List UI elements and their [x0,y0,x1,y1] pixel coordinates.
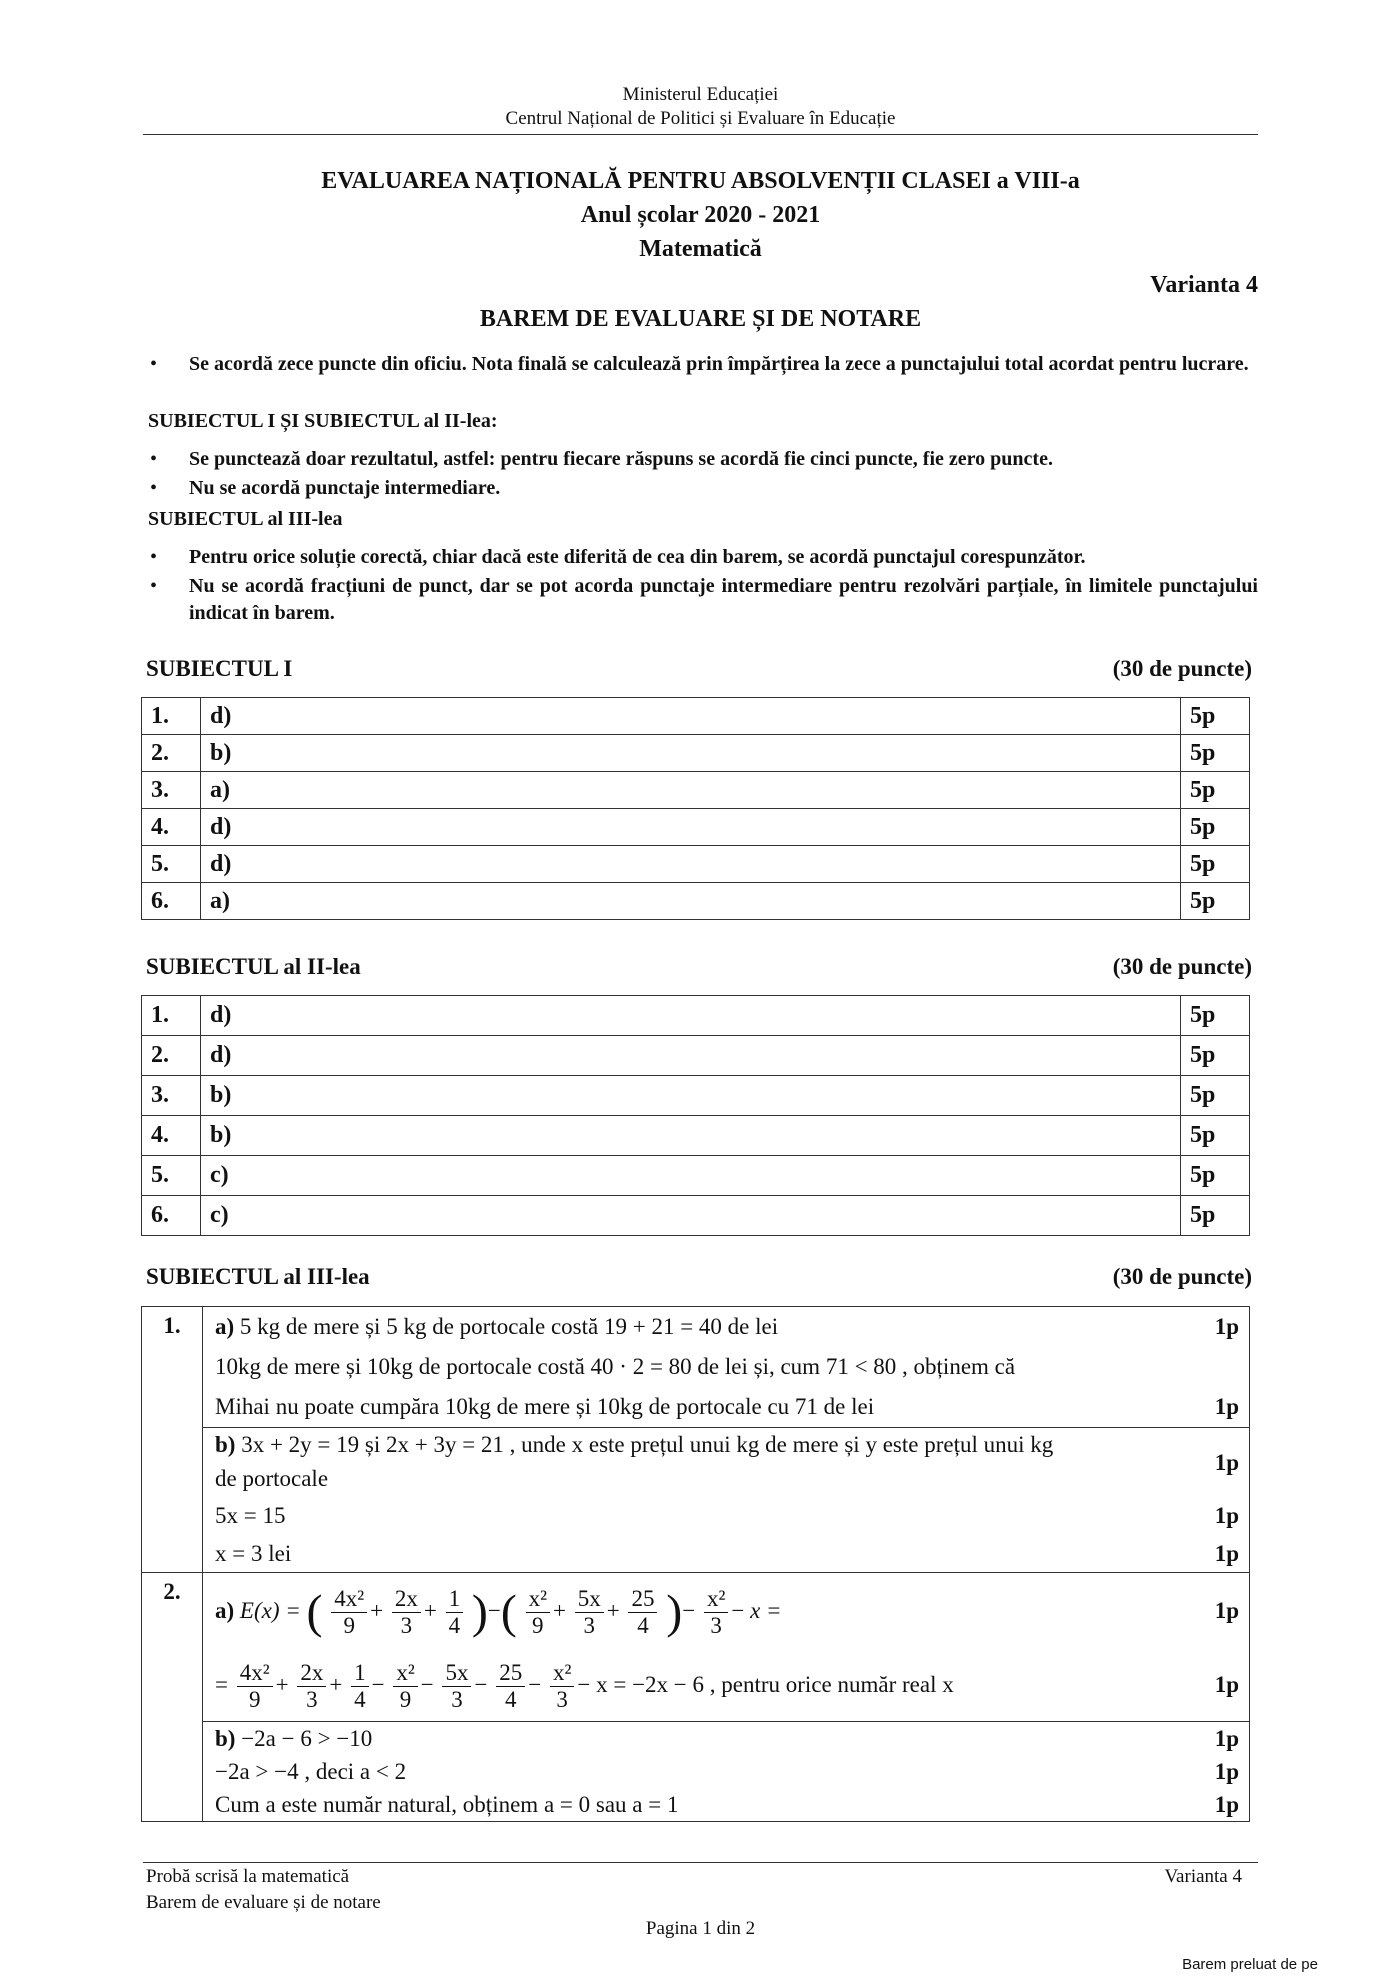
fraction: $\frac{2x}{3}$ [392,1586,421,1639]
general-rule: • Se acordă zece puncte din oficiu. Nota finală se calculează prin împărțirea la zece a punctajului total acordat pentru lucrare. [150,351,1258,378]
rule-iii-1: • Pentru orice soluție corectă, chiar dacă este diferită de cea din barem, se acordă punctajul corespunzător. [150,544,1258,571]
bullet-icon: • [150,575,158,597]
formula-lhs: E(x) = [239,1598,301,1623]
line-text: x = 3 lei [215,1541,292,1566]
subject3-title: SUBIECTUL al III-lea [146,1264,370,1289]
school-year: Anul școlar 2020 - 2021 [580,202,821,228]
subject2-table [141,995,1250,1236]
row-answer: b) [201,1076,1181,1116]
row-answer: d) [201,698,1181,735]
part-label: a) [215,1314,235,1339]
problem-2-content [203,1573,1250,1822]
bullet-icon: • [150,353,158,375]
table-row [142,883,1250,920]
row-answer: a) [201,883,1181,920]
line-points: 1p [1214,1726,1239,1751]
table-row [142,846,1250,883]
row-answer: d) [201,846,1181,883]
line [203,1450,1249,1496]
fraction: $\frac{\text{x²}}{3}$ [550,1660,574,1713]
subject1-title: SUBIECTUL I [146,656,293,681]
paren-close: ) [471,1585,488,1639]
row-points: 5p [1181,996,1250,1036]
problem-2-row [142,1573,1250,1822]
row-number: 3. [142,1076,201,1116]
rule-i-ii-2: • Nu se acordă punctaje intermediare. [150,475,1258,502]
subject2-points: (30 de puncte) [1112,954,1252,979]
row-answer: d) [201,809,1181,846]
fraction: $\frac{1}{4}$ [351,1660,369,1713]
header-divider [143,134,1258,135]
fraction: $\frac{\text{x²}}{9}$ [393,1660,417,1713]
paren-open: ( [306,1585,323,1639]
ministry-name: Ministerul Educației [622,84,779,105]
line-points: 1p [1214,1450,1239,1475]
row-points: 5p [1181,1036,1250,1076]
subject1-table [141,697,1250,920]
line-points: 1p [1214,1672,1239,1697]
row-answer: c) [201,1196,1181,1236]
footer-left-1: Probă scrisă la matematică [146,1866,350,1887]
row-number: 1. [142,996,201,1036]
row-points: 5p [1181,1196,1250,1236]
row-points: 5p [1181,809,1250,846]
line [203,1307,1249,1347]
row-number: 4. [142,1116,201,1156]
table-row [142,809,1250,846]
row-answer: d) [201,996,1181,1036]
row-points: 5p [1181,735,1250,772]
rule-iii-2: • Nu se acordă fracțiuni de punct, dar se pot acorda punctaje intermediare pentru rezolvări parțiale, în limitele punctajului indicat în barem. [150,575,1258,624]
line-points: 1p [1214,1394,1239,1419]
barem-title: BAREM DE EVALUARE ȘI DE NOTARE [479,306,922,332]
part-label: b) [215,1726,236,1751]
part-label: b) [215,1432,236,1457]
formula-tail: x = [750,1598,782,1623]
page-header [143,83,1258,131]
paren-open: ( [500,1585,517,1639]
rules-i-ii-heading: SUBIECTUL I ȘI SUBIECTUL al II-lea: [148,410,498,432]
line-points: 1p [1214,1759,1239,1784]
bullet-icon: • [150,477,158,499]
paren-close: ) [666,1585,683,1639]
fraction: $\frac{\text{4x²}}{9}$ [237,1660,273,1713]
table-row [142,1036,1250,1076]
row-answer: c) [201,1156,1181,1196]
row-points: 5p [1181,1116,1250,1156]
formula-eq: = [215,1672,228,1697]
row-points: 5p [1181,1076,1250,1116]
line-text: −2a > −4 , deci a < 2 [215,1759,407,1784]
row-answer: a) [201,772,1181,809]
row-points: 5p [1181,883,1250,920]
row-number: 5. [142,1156,201,1196]
page-number: Pagina 1 din 2 [645,1918,756,1939]
fraction: $\frac{2x}{3}$ [297,1660,326,1713]
row-points: 5p [1181,698,1250,735]
row-points: 5p [1181,846,1250,883]
subject1-points: (30 de puncte) [1112,656,1252,681]
problem-number: 2. [142,1573,203,1822]
formula-result: x = −2x − 6 , pentru orice număr real x [596,1672,954,1697]
part-label: a) [215,1598,235,1623]
line-points: 1p [1214,1503,1239,1528]
row-number: 1. [142,698,201,735]
line [203,1788,1249,1821]
fraction: $\frac{\text{4x²}}{9}$ [331,1586,367,1639]
fraction: $\frac{25}{4}$ [496,1660,525,1713]
line [203,1755,1249,1788]
center-name: Centrul Național de Politici și Evaluare în Educație [505,108,896,129]
row-number: 6. [142,1196,201,1236]
line [203,1387,1249,1427]
line-text: 5 kg de mere și 5 kg de portocale costă 19 + 21 = 40 de lei [239,1314,779,1339]
bullet-icon: • [150,448,158,470]
row-number: 2. [142,735,201,772]
line [203,1722,1249,1755]
fraction: $\frac{\text{x²}}{3}$ [704,1586,728,1639]
table-row [142,1116,1250,1156]
table-row [142,698,1250,735]
subject2-title: SUBIECTUL al II-lea [146,954,361,979]
row-number: 6. [142,883,201,920]
footer-left-2: Barem de evaluare și de notare [146,1892,381,1913]
footer-variant: Varianta 4 [1164,1866,1242,1887]
line-points: 1p [1214,1792,1239,1817]
line-text: 5x = 15 [215,1503,286,1528]
row-answer: d) [201,1036,1181,1076]
table-row [142,1076,1250,1116]
problem-1-row [142,1307,1250,1573]
row-answer: b) [201,1116,1181,1156]
table-row [142,1156,1250,1196]
row-answer: b) [201,735,1181,772]
row-number: 2. [142,1036,201,1076]
formula-line-1: a) E(x) = ( $\frac{\text{4x²}}{9}$ + $\frac{2x}{3}$ + $\frac{1}{4}$ )−( $\frac{\text{x²}}{9}$ + $\frac{5x}{3}$ + $\frac{25}{4}$ )− $\frac{\text{x²}}{3}$ − x = 1p [203,1573,1249,1649]
subject3-points: (30 de puncte) [1112,1264,1252,1289]
source-note: Barem preluat de pe [1182,1956,1318,1973]
fraction: $\frac{5x}{3}$ [442,1660,471,1713]
table-row [142,772,1250,809]
problem-number: 1. [142,1307,203,1573]
footer-divider [143,1862,1258,1863]
line-text: 3x + 2y = 19 și 2x + 3y = 21 , unde x este prețul unui kg de mere și y este prețul unui kg [241,1432,1054,1457]
line-points: 1p [1214,1314,1239,1339]
fraction: $\frac{\text{x²}}{9}$ [526,1586,550,1639]
line-text: Cum a este număr natural, obținem a = 0 sau a = 1 [215,1792,679,1817]
table-row [142,735,1250,772]
line-text: −2a − 6 > −10 [241,1726,373,1751]
table-row [142,996,1250,1036]
fraction: $\frac{5x}{3}$ [575,1586,604,1639]
row-number: 3. [142,772,201,809]
line-text: Mihai nu poate cumpăra 10kg de mere și 10kg de portocale cu 71 de lei [215,1394,875,1419]
fraction: $\frac{1}{4}$ [446,1586,464,1639]
line-points: 1p [1214,1541,1239,1566]
problem-1-content [203,1307,1250,1573]
line [203,1428,1249,1462]
row-number: 5. [142,846,201,883]
line-text: 10kg de mere și 10kg de portocale costă 40 · 2 = 80 de lei și, cum 71 < 80 , obținem că [215,1354,1016,1379]
formula-line-2: = $\frac{\text{4x²}}{9}$ + $\frac{2x}{3}$ + $\frac{1}{4}$ − $\frac{\text{x²}}{9}$ − $\frac{5x}{3}$ − $\frac{25}{4}$ − $\frac{\text{x²}}{3}$ − x = −2x − 6 , pentru orice număr real x 1p [203,1649,1249,1721]
line-points: 1p [1214,1598,1239,1623]
rules-iii-heading: SUBIECTUL al III-lea [148,508,343,530]
row-number: 4. [142,809,201,846]
exam-title: EVALUAREA NAȚIONALĂ PENTRU ABSOLVENȚII CLASEI a VIII-a [321,168,1080,194]
line [203,1496,1249,1536]
rule-i-ii-1: • Se punctează doar rezultatul, astfel: pentru fiecare răspuns se acordă fie cinci puncte, fie zero puncte. [150,446,1258,473]
subject3-table [141,1306,1250,1822]
variant-label: Varianta 4 [1150,272,1258,298]
table-row [142,1196,1250,1236]
line-text: de portocale [215,1466,329,1491]
bullet-icon: • [150,546,158,568]
subject-name: Matematică [639,236,762,262]
line [203,1347,1249,1387]
row-points: 5p [1181,1156,1250,1196]
line [203,1536,1249,1572]
row-points: 5p [1181,772,1250,809]
fraction: $\frac{25}{4}$ [628,1586,657,1639]
